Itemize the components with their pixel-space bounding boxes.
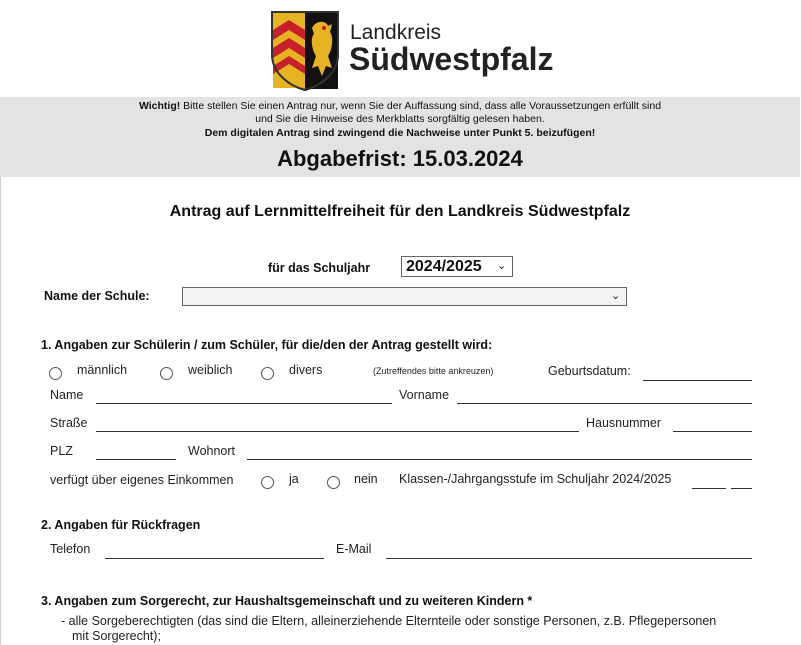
phone-label: Telefon [50, 542, 91, 556]
notice-line-3: Dem digitalen Antrag sind zwingend die Nachweise unter Punkt 5. beizufügen! [204, 127, 596, 139]
zip-field[interactable] [96, 459, 176, 460]
section2-heading: 2. Angaben für Rückfragen [41, 518, 201, 532]
name-field[interactable] [96, 403, 392, 404]
name-label: Name [50, 388, 84, 402]
income-yes-label: ja [289, 472, 299, 486]
grade-field-1[interactable] [692, 488, 726, 489]
gender-diverse-label: divers [289, 363, 323, 377]
street-field[interactable] [96, 431, 579, 432]
email-field[interactable] [386, 558, 752, 559]
income-no-radio[interactable] [327, 476, 340, 489]
header-logo-area [0, 0, 800, 97]
school-label: Name der Schule: [44, 289, 150, 303]
logo-text-suedwestpfalz: Südwestpfalz [349, 41, 554, 77]
housenumber-field[interactable] [673, 431, 752, 432]
birthdate-label: Geburtsdatum: [548, 364, 631, 378]
section1-heading: 1. Angaben zur Schülerin / zum Schüler, für die/den der Antrag gestellt wird: [41, 338, 493, 352]
schoolyear-select[interactable] [401, 256, 513, 277]
deadline: Abgabefrist: 15.03.2024 [277, 146, 523, 171]
grade-label: Klassen-/Jahrgangsstufe im Schuljahr 2024/2025 [399, 472, 672, 486]
section3-bullet-1: - alle Sorgeberechtigten (das sind die Eltern, alleinerziehende Elternteile oder sonstige Personen, z.B. Pflegepersonen [61, 614, 717, 628]
tick-hint: (Zutreffendes bitte ankreuzen) [373, 366, 494, 376]
zip-label: PLZ [50, 444, 73, 458]
coat-of-arms-icon [270, 10, 340, 92]
firstname-field[interactable] [457, 403, 752, 404]
school-select[interactable] [182, 287, 627, 306]
income-no-label: nein [354, 472, 378, 486]
notice-line-1 [0, 100, 800, 112]
logo-text-landkreis: Landkreis [350, 21, 442, 44]
form-title: Antrag auf Lernmittelfreiheit für den Landkreis Südwestpfalz [169, 203, 631, 220]
section3-heading: 3. Angaben zum Sorgerecht, zur Haushaltsgemeinschaft und zu weiteren Kindern * [41, 594, 533, 608]
section3-bullet-1-cont: mit Sorgerecht); [72, 629, 161, 643]
gender-male-label: männlich [77, 363, 128, 377]
chevron-down-icon: ⌄ [497, 260, 507, 272]
firstname-label: Vorname [399, 388, 450, 402]
grade-field-2[interactable] [731, 488, 752, 489]
schoolyear-label: für das Schuljahr [268, 261, 371, 275]
notice-text-1: Bitte stellen Sie einen Antrag nur, wenn Sie der Auffassung sind, dass alle Voraussetzungen erfüllt sind [180, 100, 662, 112]
housenumber-label: Hausnummer [586, 416, 662, 430]
gender-female-label: weiblich [188, 363, 233, 377]
schoolyear-value: 2024/2025 [406, 258, 482, 275]
birthdate-field[interactable] [643, 380, 752, 381]
income-label: verfügt über eigenes Einkommen [50, 473, 234, 487]
street-label: Straße [50, 416, 88, 430]
income-yes-radio[interactable] [261, 476, 274, 489]
phone-field[interactable] [105, 558, 324, 559]
city-label: Wohnort [188, 444, 236, 458]
chevron-down-icon: ⌄ [611, 290, 621, 302]
gender-diverse-radio[interactable] [261, 367, 274, 380]
city-field[interactable] [247, 459, 752, 460]
email-label: E-Mail [336, 542, 372, 556]
notice-bold: Wichtig! [138, 100, 181, 112]
notice-line-2: und Sie die Hinweise des Merkblatts sorgfältig gelesen haben. [255, 113, 545, 125]
gender-female-radio[interactable] [160, 367, 173, 380]
gender-male-radio[interactable] [49, 367, 62, 380]
